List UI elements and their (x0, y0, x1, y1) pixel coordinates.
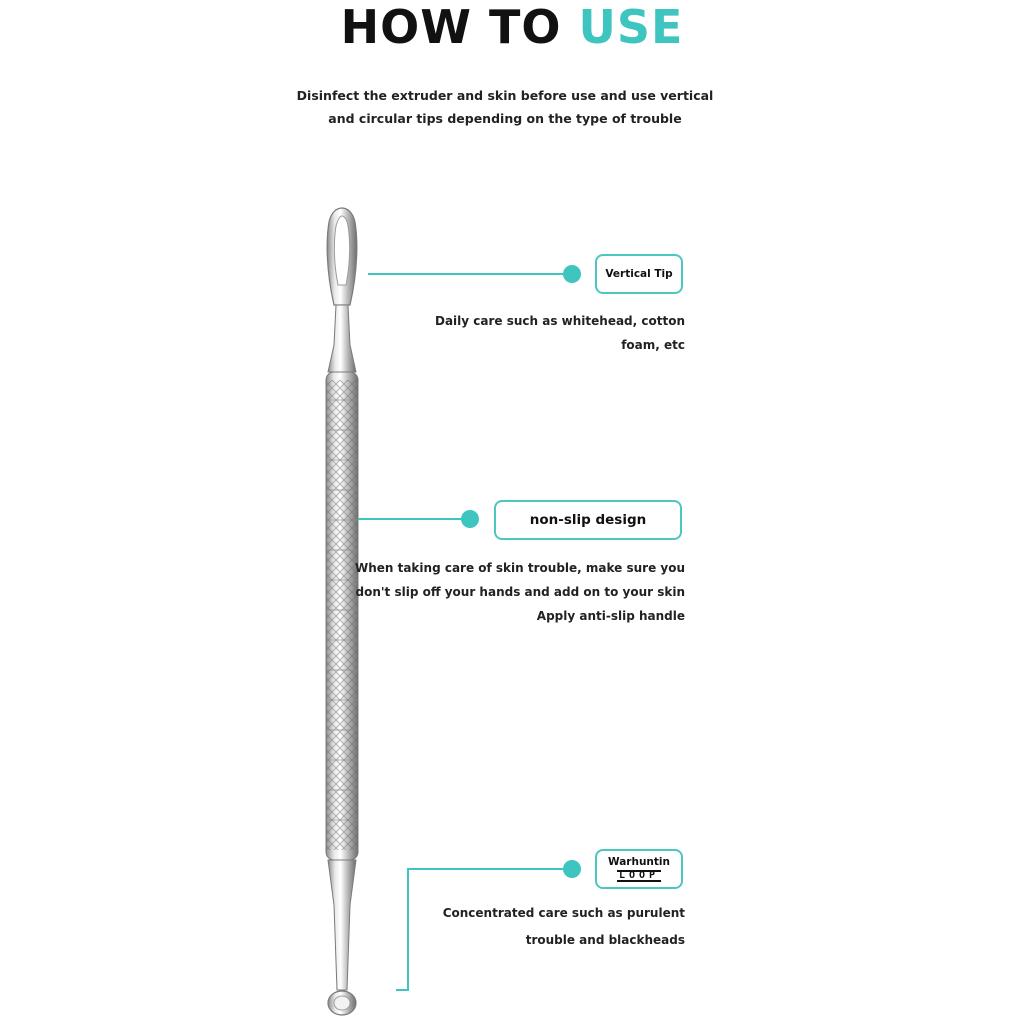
title-use: USE (578, 0, 684, 54)
non-slip-desc-line-1: When taking care of skin trouble, make sure you (354, 561, 685, 575)
callout-dot-2 (461, 510, 479, 528)
loop-tip-desc-line-2: trouble and blackheads (525, 933, 685, 947)
non-slip-desc-line-2: don't slip off your hands and add on to your skin (355, 585, 685, 599)
non-slip-desc-line-3: Apply anti-slip handle (536, 609, 685, 623)
lower-neck (328, 860, 356, 990)
callout-dot-1 (563, 265, 581, 283)
title-how-to: HOW TO (340, 0, 579, 54)
non-slip-design-label-text: non-slip design (529, 512, 647, 528)
spoon-tip (328, 991, 356, 1015)
loop-tip-label (595, 849, 683, 889)
vertical-tip-description (420, 309, 685, 357)
intro-line-2: and circular tips depending on the type of trouble (328, 111, 682, 126)
callout-lines (358, 274, 572, 990)
vertical-tip-label-text: Vertical Tip (605, 268, 673, 280)
callout-dot-3 (563, 860, 581, 878)
vertical-tip-desc-line-2: foam, etc (621, 338, 685, 352)
upper-neck (328, 305, 356, 372)
loop-tip-desc-line-1: Concentrated care such as purulent (442, 906, 685, 920)
non-slip-design-description (330, 556, 685, 628)
loop-tip (327, 208, 357, 305)
vertical-tip-label (595, 254, 683, 294)
intro-line-1: Disinfect the extruder and skin before use and use vertical (296, 88, 714, 103)
loop-tip-label-text: Warhuntin (608, 856, 670, 868)
loop-tip-label-sub: LOOP (618, 870, 660, 881)
vertical-tip-desc-line-1: Daily care such as whitehead, cotton (434, 314, 685, 328)
loop-tip-description (420, 900, 685, 954)
non-slip-design-label (494, 500, 682, 540)
